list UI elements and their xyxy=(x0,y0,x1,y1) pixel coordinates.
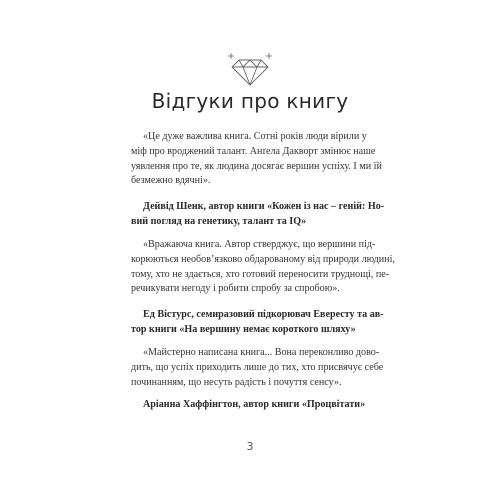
attribution-line: Аріанна Хаффінгтон, автор книги «Процвітати» xyxy=(143,399,366,410)
quote-line: починанням, що несуть радість і почуття сенсу». xyxy=(131,376,342,388)
attribution-line: тор книги «На вершину немає короткого шляху» xyxy=(131,323,356,335)
review-attribution xyxy=(131,200,385,230)
diamond-icon xyxy=(225,50,275,90)
quote-line: корюються необов’язково обдарованому від природи людині, xyxy=(131,253,395,265)
review-attribution xyxy=(131,308,384,338)
quote-line: міф про вроджений талант. Анґела Дакворт змінює наше xyxy=(131,145,376,157)
quote-line: речикувати негоду і робити спробу за спробою». xyxy=(131,283,340,295)
page-number: 3 xyxy=(246,440,254,453)
attribution-line: вий погляд на генетику, талант та IQ» xyxy=(131,215,307,227)
quote-line: «Це дуже важлива книга. Сотні років люди вірили у xyxy=(143,131,367,142)
page-title: Відгуки про книгу xyxy=(151,89,349,113)
quote-line: безмежно вдячні». xyxy=(131,175,211,187)
review-attribution xyxy=(131,398,371,413)
attribution-line: Дейвід Шенк, автор книги «Кожен із нас – геній: Но- xyxy=(143,201,385,212)
review-quote xyxy=(131,238,395,297)
review-quote xyxy=(131,346,384,390)
quote-line: «Вражаюча книга. Автор стверджує, що вершини під- xyxy=(143,239,376,250)
quote-line: «Майстерно написана книга... Вона переконливо дово- xyxy=(143,347,380,358)
quote-line: тому, хто не здається, хто готовий переносити труднощі, пе- xyxy=(131,268,390,280)
attribution-line: Ед Вістурс, семиразовий підкорювач Евересту та ав- xyxy=(143,309,384,320)
quote-line: уявлення про те, як людина досягає вершин успіху. І ми їй xyxy=(131,160,382,172)
quote-line: дить, що успіх приходить лише до тих, хто присвячує себе xyxy=(131,361,384,373)
review-quote xyxy=(131,130,382,189)
